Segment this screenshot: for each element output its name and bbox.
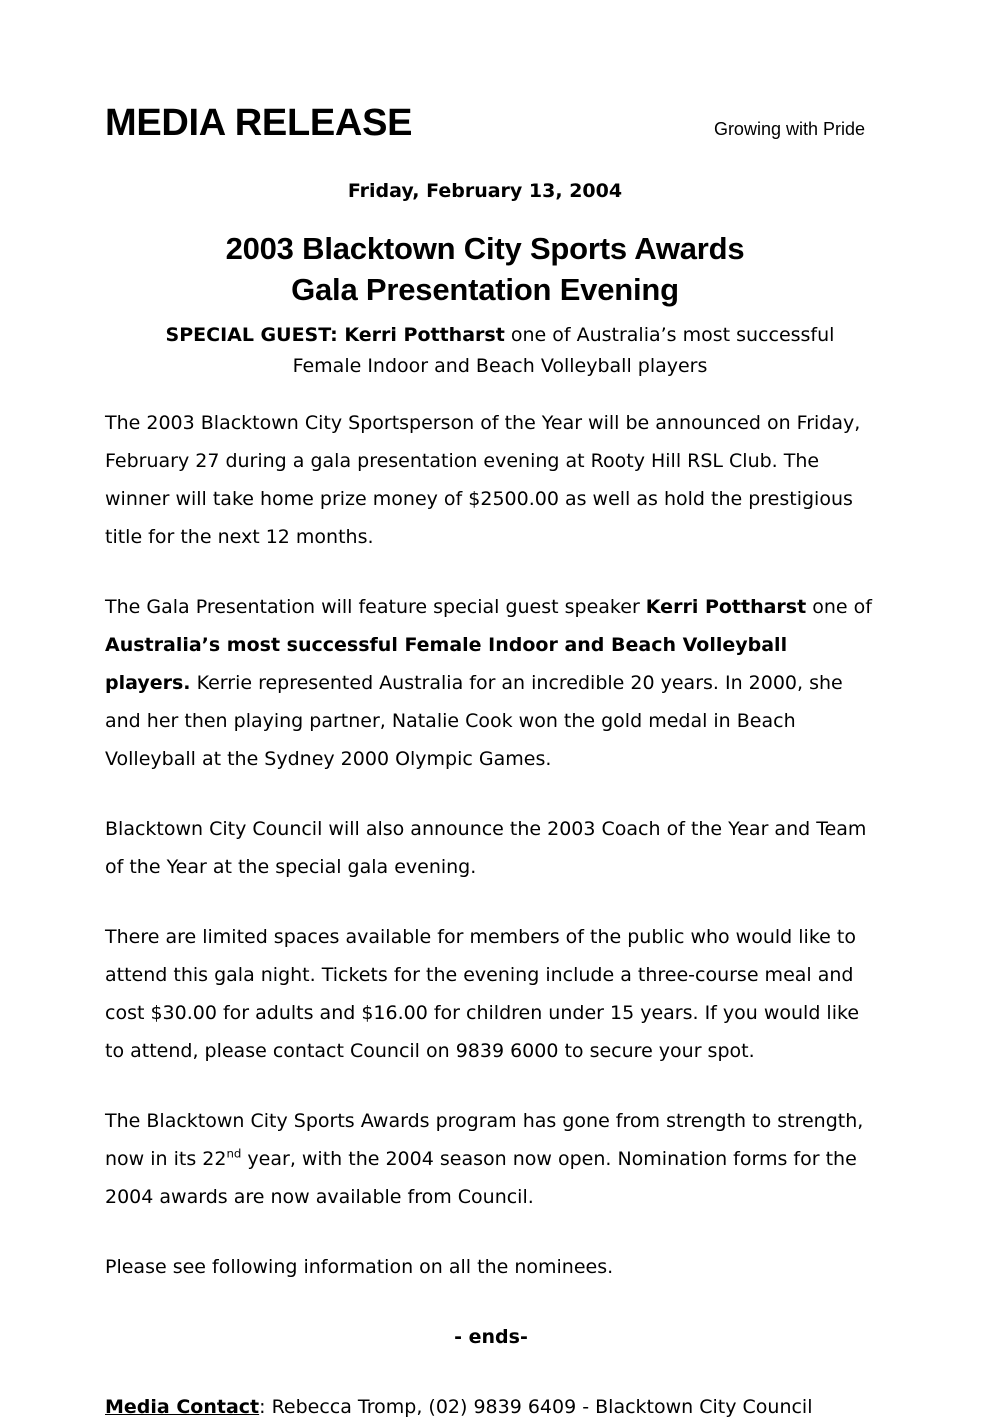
media-contact (105, 1388, 877, 1426)
ends-marker: - ends- (454, 1326, 528, 1348)
special-guest-line (130, 320, 870, 382)
media-contact-details: : Rebecca Tromp, (02) 9839 6409 - Blacktown City Council (259, 1396, 813, 1418)
guest-speaker-credentials: Australia’s most successful Female Indoor and Beach Volleyball players. (105, 634, 788, 694)
page-title: MEDIA RELEASE (105, 102, 413, 144)
guest-speaker-name: Kerri Pottharst (645, 596, 807, 618)
special-guest-label: SPECIAL GUEST: Kerri Pottharst (165, 324, 505, 346)
document-header (105, 104, 865, 142)
paragraph-program-history-part-2: year, with the 2004 season now open. Nomination forms for the 2004 awards are now available from Council. (105, 1148, 857, 1208)
council-tagline: Growing with Pride (713, 119, 865, 139)
event-heading-line-1: 2003 Blacktown City Sports Awards (225, 231, 745, 266)
paragraph-nominees-note: Please see following information on all the nominees. (105, 1256, 614, 1278)
paragraph-program-history-part-1: The Blacktown City Sports Awards program has gone from strength to strength, now in its 22 (105, 1110, 864, 1170)
document-body (105, 404, 877, 1426)
media-contact-label: Media Contact (105, 1396, 260, 1418)
paragraph-guest-speaker-part-3: Kerrie represented Australia for an incredible 20 years. In 2000, she and her then playing partner, Natalie Cook won the gold medal in Beach Volleyball at the Sydney 2000 Olympic Games. (105, 672, 843, 770)
paragraph-tickets: There are limited spaces available for members of the public who would like to attend this gala night. Tickets for the evening include a three-course meal and cost $30.00 for adults and $16.00 for children under 15 years. If you would like to attend, please contact Council on 9839 6000 to secure your spot. (105, 926, 860, 1062)
paragraph-announcement: The 2003 Blacktown City Sportsperson of the Year will be announced on Friday, February 27 during a gala presentation evening at Rooty Hill RSL Club. The winner will take home prize money of $2500.00 as well as hold the prestigious title for the next 12 months. (105, 412, 861, 548)
event-heading (105, 228, 865, 310)
ordinal-suffix: nd (226, 1146, 242, 1161)
release-date: Friday, February 13, 2004 (347, 180, 623, 202)
special-guest-description: one of Australia’s most successful Female Indoor and Beach Volleyball players (292, 324, 835, 377)
paragraph-guest-speaker (105, 588, 877, 778)
paragraph-coach-team-awards: Blacktown City Council will also announce the 2003 Coach of the Year and Team of the Year at the special gala evening. (105, 818, 867, 878)
paragraph-guest-speaker-part-1: The Gala Presentation will feature special guest speaker (105, 596, 646, 618)
event-heading-line-2: Gala Presentation Evening (291, 272, 679, 307)
paragraph-guest-speaker-part-2: one of (806, 596, 872, 618)
paragraph-program-history (105, 1102, 877, 1216)
